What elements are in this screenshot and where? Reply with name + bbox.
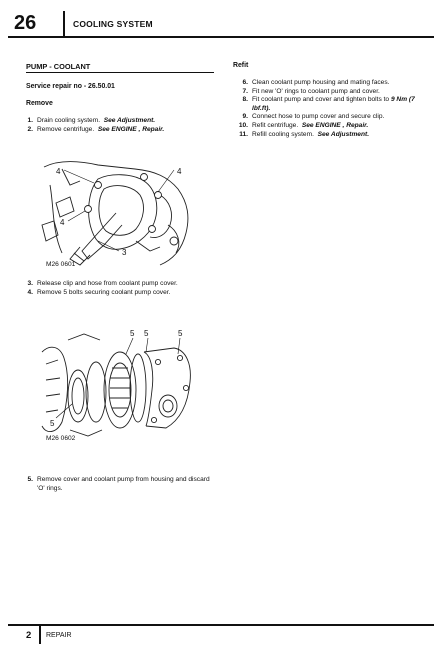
step-number: 5. [27,476,33,483]
figure1-callout: 3 [122,248,127,257]
step-number: 1. [27,117,33,124]
step-text: Remove cover and coolant pump from housing and discard 'O' rings. [37,476,210,492]
remove-steps-a [18,117,218,134]
figure1-callout: 4 [177,167,182,176]
remove-heading: Remove [26,100,53,107]
step-text: Fit new 'O' rings to coolant pump and cover. [252,87,380,95]
step-item [18,280,218,289]
step-number: 4. [27,288,33,296]
figure1-callout: 4 [60,218,65,227]
remove-steps-b [18,280,218,297]
step-reference: See Adjustment. [317,130,370,138]
footer-top-rule [8,624,434,626]
step-item [233,131,429,140]
step-text: Remove 5 bolts securing coolant pump cover. [37,288,171,296]
refit-heading: Refit [233,62,249,69]
step-text: Connect hose to pump cover and secure clip. [252,113,385,121]
step-number: 2. [27,125,33,133]
section-title-rule [26,72,214,73]
header-vertical-rule [63,11,65,37]
chapter-title: COOLING SYSTEM [73,19,153,29]
step-item [233,96,429,113]
step-reference: 9 Nm (7 lbf.ft). [252,96,415,112]
step-number: 3. [27,280,33,287]
step-number: 7. [242,87,248,95]
step-number: 9. [242,113,248,121]
step-item [233,79,429,88]
step-text: Drain cooling system. [37,117,101,124]
step-text: Fit coolant pump and cover and tighten bolts to [252,96,390,104]
step-item [233,113,429,122]
header-bottom-rule [8,36,434,38]
step-text: Release clip and hose from coolant pump cover. [37,280,178,287]
figure1-callout: 4 [56,167,61,176]
step-number: 6. [242,79,248,86]
remove-steps-c [18,476,218,493]
step-text: Refit centrifuge. [252,121,299,129]
footer-vertical-rule [39,624,41,644]
figure2-callout: 5 [144,329,149,338]
step-item [18,476,218,493]
step-reference: See Adjustment. [103,117,156,124]
step-item [18,117,218,126]
step-reference: See ENGINE , Repair. [301,121,369,129]
figure-coolant-pump-exploded [40,322,195,444]
step-number: 11. [239,130,248,138]
step-text: Clean coolant pump housing and mating faces. [252,79,390,86]
step-item [18,126,218,135]
section-title: PUMP - COOLANT [26,62,91,71]
step-number: 10. [238,121,248,129]
service-repair-number: Service repair no - 26.50.01 [26,83,115,90]
pump-exploded-drawing [42,334,190,436]
callout-leaders [64,170,174,251]
step-reference: See ENGINE , Repair. [97,125,165,133]
chapter-number: 26 [14,12,37,34]
step-text: Refill cooling system. [252,130,314,138]
figure2-callout: 5 [50,419,55,428]
figure2-code: M26 0602 [46,435,76,442]
step-item [233,122,429,131]
step-number: 8. [242,96,248,104]
step-item [233,88,429,97]
footer-label: REPAIR [46,632,72,639]
figure2-callout: 5 [130,329,135,338]
refit-steps [233,79,429,139]
figure1-code: M26 0601 [46,261,76,268]
page-number: 2 [26,630,32,641]
engine-housing-drawing [42,162,188,266]
step-text: Remove centrifuge. [37,125,95,133]
step-item [18,289,218,298]
figure2-callout: 5 [178,329,183,338]
figure-coolant-pump-housing [40,155,195,270]
